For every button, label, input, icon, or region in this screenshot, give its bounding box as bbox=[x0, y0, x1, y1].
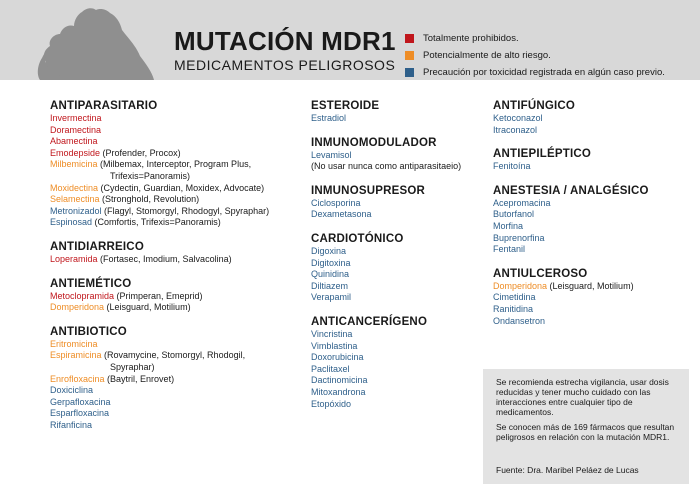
drug-item bbox=[493, 233, 649, 245]
drug-name: Itraconazol bbox=[493, 124, 538, 135]
drug-item bbox=[311, 352, 461, 364]
drug-brands: (Stronghold, Revolution) bbox=[99, 194, 200, 205]
drug-item bbox=[493, 292, 649, 304]
drug-item bbox=[493, 316, 649, 328]
category-title: ANTICANCERÍGENO bbox=[311, 315, 428, 328]
drug-name: Etopóxido bbox=[311, 398, 352, 409]
drug-brands: (Profender, Procox) bbox=[100, 147, 181, 158]
header-banner bbox=[0, 0, 700, 80]
drug-item bbox=[50, 183, 269, 195]
drug-item bbox=[50, 374, 269, 386]
drug-item bbox=[311, 198, 461, 210]
drug-name: Butorfanol bbox=[493, 209, 535, 220]
legend-swatch bbox=[405, 51, 414, 60]
drug-brands: (Milbemax, Interceptor, Program Plus, bbox=[97, 159, 252, 170]
drug-name: Metronizadol bbox=[50, 205, 102, 216]
drug-item bbox=[493, 281, 649, 293]
drug-name: Doxorubicina bbox=[311, 352, 364, 363]
drug-name: Vimblastina bbox=[311, 340, 358, 351]
drug-item bbox=[311, 258, 461, 270]
drug-item bbox=[311, 150, 461, 162]
drug-name: Doxiciclina bbox=[50, 385, 94, 396]
drug-name: Digoxina bbox=[311, 245, 347, 256]
drug-brands: (Fortasec, Imodium, Salvacolina) bbox=[97, 253, 232, 264]
drug-category bbox=[493, 185, 649, 256]
drug-name: Ranitidina bbox=[493, 303, 534, 314]
drug-name: Paclitaxel bbox=[311, 363, 350, 374]
drug-name: Esparfloxacina bbox=[50, 408, 110, 419]
legend-item bbox=[405, 47, 665, 64]
category-title: ANTIBIOTICO bbox=[50, 325, 127, 338]
column-right bbox=[493, 100, 649, 339]
drug-brands: (Flagyl, Stomorgyl, Rhodogyl, Spyraphar) bbox=[101, 205, 270, 216]
drug-item bbox=[311, 281, 461, 293]
category-title: CARDIOTÓNICO bbox=[311, 232, 404, 245]
legend-item bbox=[405, 30, 665, 47]
drug-brands: (Primperan, Emeprid) bbox=[114, 290, 203, 301]
drug-item bbox=[50, 350, 269, 362]
drug-item bbox=[493, 221, 649, 233]
drug-item bbox=[50, 362, 269, 374]
drug-item bbox=[50, 136, 269, 148]
legend bbox=[405, 30, 665, 81]
drug-name: Espiramicina bbox=[50, 350, 102, 361]
drug-item bbox=[311, 387, 461, 399]
drug-name: Rifanficina bbox=[50, 419, 93, 430]
drug-brands: (Baytril, Enrovet) bbox=[104, 373, 175, 384]
notes-box bbox=[483, 369, 689, 484]
category-title: ANTIPARASITARIO bbox=[50, 100, 158, 112]
drug-name: Metoclopramida bbox=[50, 290, 115, 301]
drug-name: Emodepside bbox=[50, 147, 101, 158]
drug-name: Dexametasona bbox=[311, 209, 372, 220]
drug-name: Buprenorfina bbox=[493, 232, 545, 243]
drug-item bbox=[50, 302, 269, 314]
drug-name: Fentanil bbox=[493, 244, 526, 255]
category-title: ANESTESIA / ANALGÉSICO bbox=[493, 184, 649, 197]
drug-brands: Trifexis=Panoramis) bbox=[110, 170, 190, 181]
drug-name: Espinosad bbox=[50, 217, 93, 228]
drug-name: Verapamil bbox=[311, 292, 352, 303]
drug-item bbox=[493, 161, 649, 173]
legend-label: Totalmente prohibidos. bbox=[423, 33, 519, 44]
drug-brands: Spyraphar) bbox=[110, 361, 155, 372]
drug-name: Eritromicina bbox=[50, 338, 98, 349]
category-title: INMUNOSUPRESOR bbox=[311, 184, 425, 197]
drug-category bbox=[311, 100, 461, 125]
category-title: ANTIULCEROSO bbox=[493, 267, 588, 280]
drug-name: Ondansetron bbox=[493, 315, 546, 326]
drug-brands: (No usar nunca como antiparasitaeio) bbox=[311, 161, 462, 172]
drug-name: Moxidectina bbox=[50, 182, 99, 193]
column-middle bbox=[311, 100, 461, 422]
drug-name: Loperamida bbox=[50, 253, 98, 264]
drug-item bbox=[50, 148, 269, 160]
drug-name: Morfina bbox=[493, 220, 524, 231]
drug-category bbox=[50, 326, 269, 432]
drug-name: Cimetidina bbox=[493, 292, 536, 303]
page-subtitle: MEDICAMENTOS PELIGROSOS bbox=[174, 57, 396, 73]
drug-item bbox=[311, 341, 461, 353]
drug-name: Ciclosporina bbox=[311, 197, 361, 208]
drug-item bbox=[311, 375, 461, 387]
drug-item bbox=[311, 161, 461, 173]
drug-name: Selamectina bbox=[50, 194, 100, 205]
drug-item bbox=[50, 339, 269, 351]
drug-item bbox=[311, 329, 461, 341]
drug-item bbox=[493, 125, 649, 137]
category-title: ANTIEPILÉPTICO bbox=[493, 148, 592, 161]
legend-label: Potencialmente de alto riesgo. bbox=[423, 50, 551, 61]
drug-brands: (Leisguard, Motilium) bbox=[104, 302, 191, 313]
drug-brands: (Leisguard, Motilium) bbox=[547, 280, 634, 291]
category-title: INMUNOMODULADOR bbox=[311, 136, 437, 149]
legend-item bbox=[405, 64, 665, 81]
drug-item bbox=[50, 194, 269, 206]
legend-swatch bbox=[405, 34, 414, 43]
drug-item bbox=[50, 125, 269, 137]
drug-item bbox=[493, 304, 649, 316]
category-title: ESTEROIDE bbox=[311, 100, 380, 112]
drug-name: Diltiazem bbox=[311, 280, 349, 291]
drug-item bbox=[50, 254, 269, 266]
drug-name: Levamisol bbox=[311, 149, 352, 160]
drug-name: Domperidona bbox=[50, 302, 105, 313]
drug-item bbox=[311, 113, 461, 125]
drug-brands: (Cydectin, Guardian, Moxidex, Advocate) bbox=[98, 182, 265, 193]
note-count: Se conocen más de 169 fármacos que resultan peligrosos en relación con la mutación MDR1. bbox=[496, 422, 675, 442]
column-left bbox=[50, 100, 269, 443]
drug-name: Vincristina bbox=[311, 328, 353, 339]
drug-name: Gerpafloxacina bbox=[50, 396, 111, 407]
drug-item bbox=[50, 291, 269, 303]
drug-name: Domperidona bbox=[493, 280, 548, 291]
drug-name: Invermectina bbox=[50, 113, 102, 123]
page-title: MUTACIÓN MDR1 bbox=[174, 26, 396, 56]
legend-swatch bbox=[405, 68, 414, 77]
drug-category bbox=[493, 268, 649, 327]
drug-item bbox=[311, 269, 461, 281]
drug-name: Milbemicina bbox=[50, 159, 98, 170]
drug-item bbox=[50, 420, 269, 432]
note-recommendation: Se recomienda estrecha vigilancia, usar dosis reducidas y tener mucho cuidado con las interacciones entre cualquier tipo de medicamentos. bbox=[496, 377, 669, 417]
drug-name: Estradiol bbox=[311, 113, 347, 123]
drug-item bbox=[50, 408, 269, 420]
drug-item bbox=[493, 198, 649, 210]
drug-category bbox=[311, 185, 461, 221]
drug-item bbox=[311, 399, 461, 411]
drug-item bbox=[50, 385, 269, 397]
drug-category bbox=[311, 137, 461, 173]
drug-item bbox=[50, 113, 269, 125]
drug-name: Fenitoína bbox=[493, 161, 531, 172]
drug-category bbox=[50, 241, 269, 266]
drug-category bbox=[493, 100, 649, 136]
drug-name: Abamectina bbox=[50, 136, 98, 147]
drug-item bbox=[50, 397, 269, 409]
drug-item bbox=[50, 171, 269, 183]
drug-category bbox=[311, 316, 461, 410]
note-source: Fuente: Dra. Maribel Peláez de Lucas bbox=[496, 465, 639, 475]
drug-name: Dactinomicina bbox=[311, 375, 368, 386]
drug-item bbox=[311, 292, 461, 304]
drug-item bbox=[50, 206, 269, 218]
drug-category bbox=[493, 148, 649, 173]
dog-silhouette-icon bbox=[20, 4, 155, 80]
drug-item bbox=[50, 217, 269, 229]
drug-brands: (Rovamycine, Stomorgyl, Rhodogil, bbox=[101, 350, 246, 361]
category-title: ANTIDIARREICO bbox=[50, 240, 144, 253]
drug-name: Ketoconazol bbox=[493, 113, 543, 123]
drug-brands: (Comfortis, Trifexis=Panoramis) bbox=[92, 217, 221, 228]
drug-item bbox=[493, 209, 649, 221]
drug-name: Mitoxandrona bbox=[311, 386, 366, 397]
drug-category bbox=[50, 100, 269, 229]
category-title: ANTIEMÉTICO bbox=[50, 277, 132, 290]
drug-name: Digitoxina bbox=[311, 257, 351, 268]
drug-name: Acepromacina bbox=[493, 197, 551, 208]
drug-name: Quinidina bbox=[311, 269, 350, 280]
drug-item bbox=[311, 246, 461, 258]
legend-label: Precaución por toxicidad registrada en algún caso previo. bbox=[423, 67, 665, 78]
drug-item bbox=[311, 209, 461, 221]
drug-item bbox=[493, 244, 649, 256]
category-title: ANTIFÚNGICO bbox=[493, 100, 576, 112]
drug-name: Doramectina bbox=[50, 124, 102, 135]
drug-item bbox=[493, 113, 649, 125]
drug-category bbox=[50, 278, 269, 314]
drug-name: Enrofloxacina bbox=[50, 373, 105, 384]
drug-category bbox=[311, 233, 461, 304]
drug-item bbox=[311, 364, 461, 376]
drug-item bbox=[50, 159, 269, 171]
